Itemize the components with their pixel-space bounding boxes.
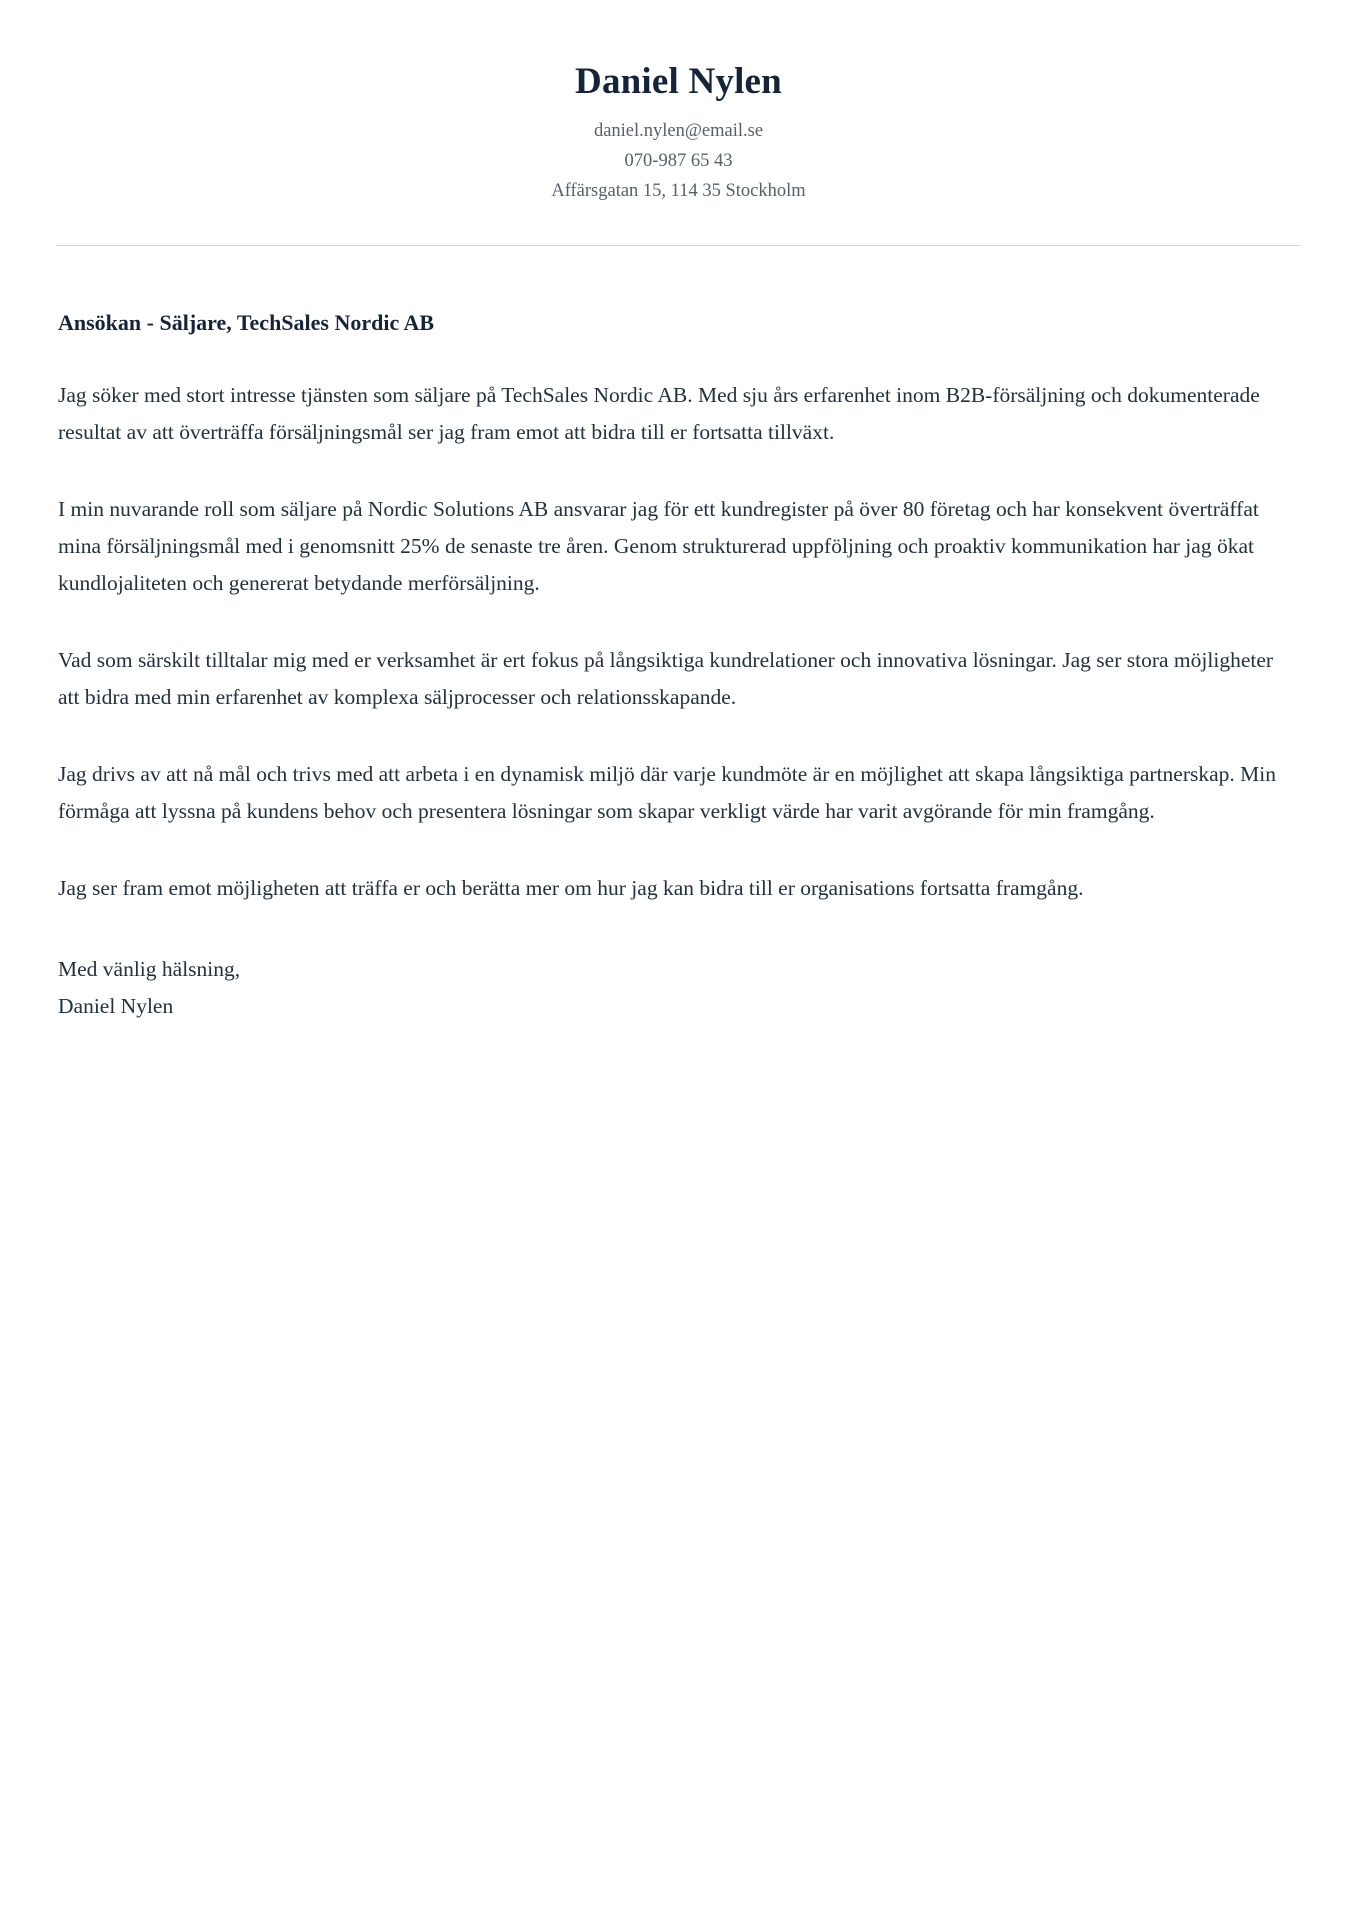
closing-signature: Daniel Nylen <box>58 993 174 1018</box>
applicant-phone: 070-987 65 43 <box>624 150 733 171</box>
applicant-address: Affärsgatan 15, 114 35 Stockholm <box>551 180 806 201</box>
letter-body <box>56 308 1301 1025</box>
letter-paragraph: Jag drivs av att nå mål och trivs med att arbeta i en dynamisk miljö där varje kundmöte är en möjlighet att skapa långsiktiga partnerskap. Min förmåga att lyssna på kundens behov och presentera lösningar som skapar verkligt värde har varit avgörande för min framgång. <box>58 762 1277 824</box>
header-divider <box>56 245 1301 246</box>
closing-salutation: Med vänlig hälsning, <box>58 956 241 981</box>
letter-paragraph: Jag söker med stort intresse tjänsten som säljare på TechSales Nordic AB. Med sju års erfarenhet inom B2B-försäljning och dokumenterade resultat av att överträffa försäljningsmål ser jag fram emot att bidra till er fortsatta tillväxt. <box>58 383 1260 445</box>
applicant-name: Daniel Nylen <box>575 61 782 102</box>
letter-paragraph: Vad som särskilt tilltalar mig med er verksamhet är ert fokus på långsiktiga kundrelationer och innovativa lösningar. Jag ser stora möjligheter att bidra med min erfarenhet av komplexa säljprocesser och relationsskapande. <box>58 648 1274 710</box>
applicant-email: daniel.nylen@email.se <box>593 120 764 141</box>
letter-closing <box>58 951 1299 1025</box>
letter-header <box>56 52 1301 207</box>
letter-paragraph: Jag ser fram emot möjligheten att träffa er och berätta mer om hur jag kan bidra till er organisations fortsatta framgång. <box>58 876 1084 900</box>
letter-paragraph: I min nuvarande roll som säljare på Nordic Solutions AB ansvarar jag för ett kundregister på över 80 företag och har konsekvent överträffat mina försäljningsmål med i genomsnitt 25% de senaste tre åren. Genom strukturerad uppföljning och proaktiv kommunikation har jag ökat kundlojaliteten och genererat betydande merförsäljning. <box>58 497 1259 596</box>
letter-subject: Ansökan - Säljare, TechSales Nordic AB <box>58 309 435 335</box>
